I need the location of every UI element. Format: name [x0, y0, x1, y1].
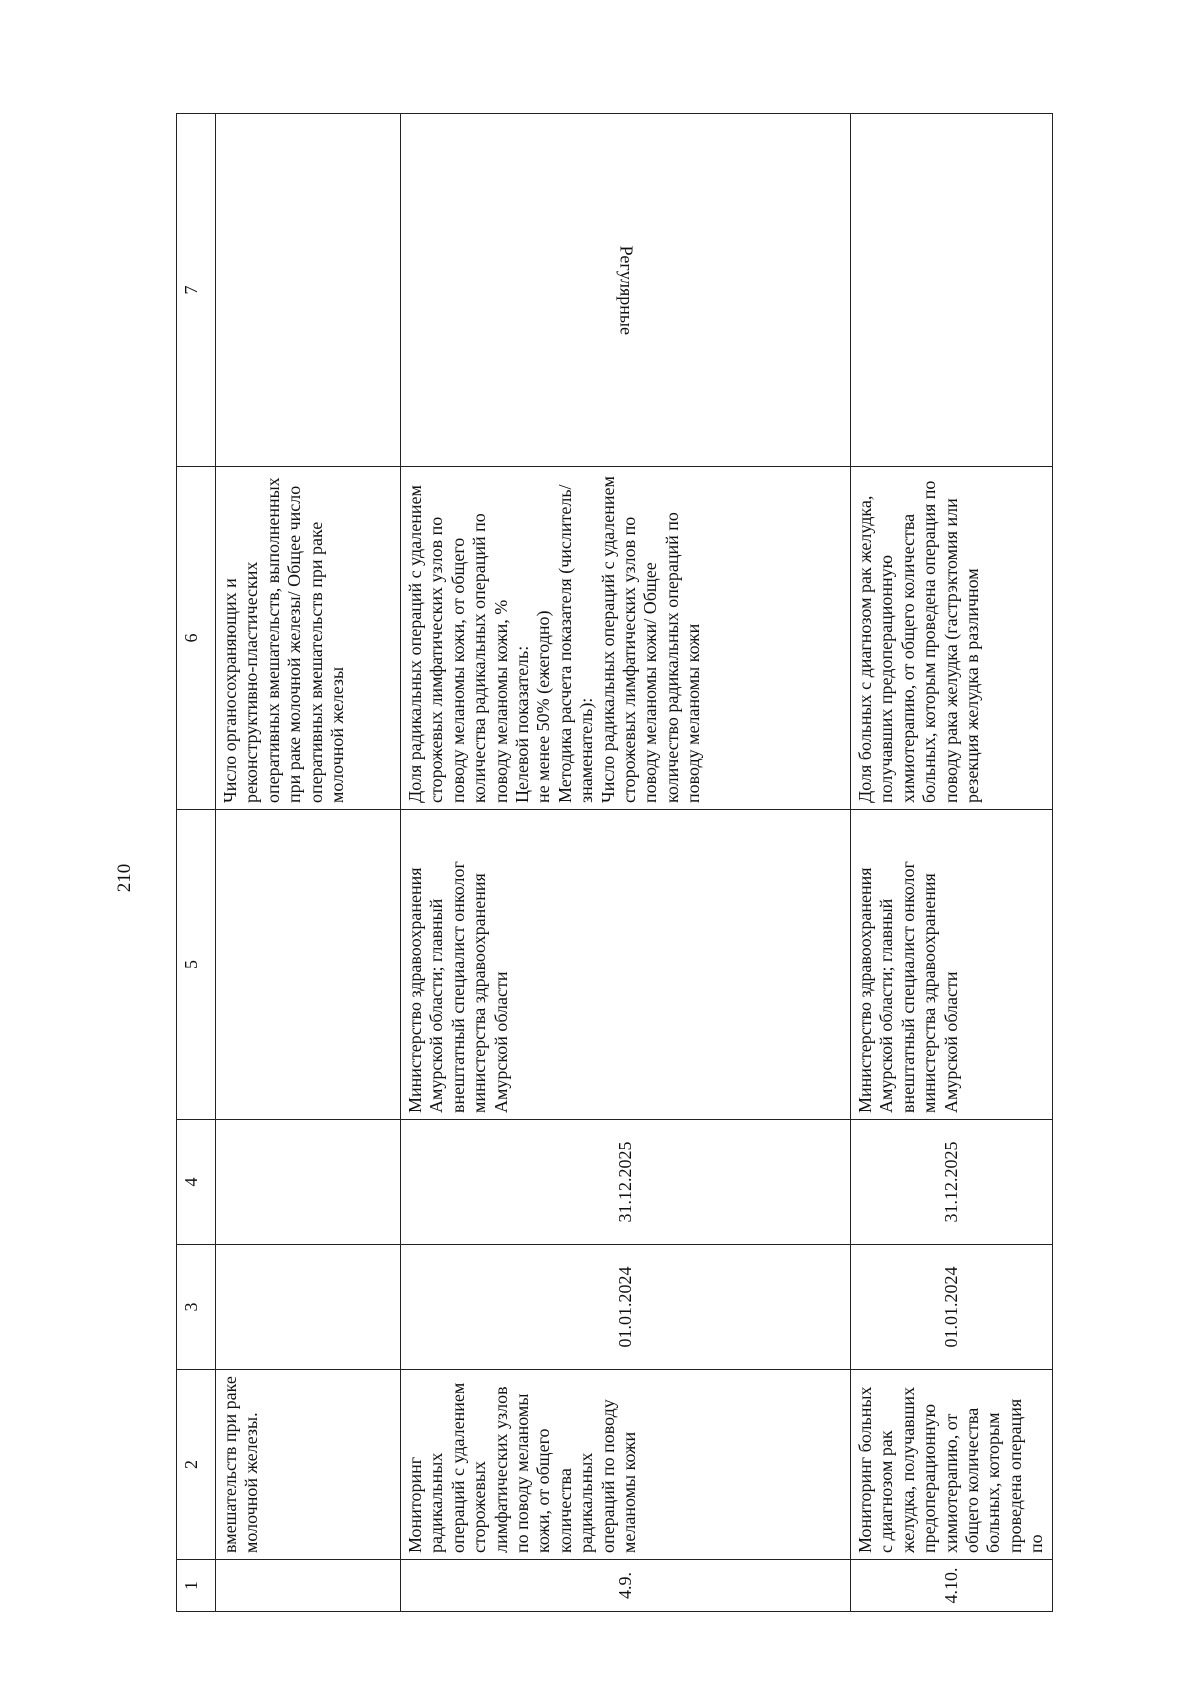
table-row	[851, 114, 1053, 1612]
header-col-2: 2	[177, 1370, 216, 1560]
header-col-7: 7	[177, 114, 216, 467]
regularity-text: Регулярные	[616, 245, 637, 335]
table-wrapper	[176, 114, 1047, 1612]
event-cell: вмешательств при раке молочной железы.	[216, 1370, 401, 1560]
event-cell: Мониторинг больных с диагнозом рак желудка, получавших предоперационную химиотерапию, от общего количества больных, которым проведена операция по	[851, 1370, 1053, 1560]
row-number: 4.10.	[851, 1560, 1053, 1612]
measures-table	[176, 113, 1053, 1612]
event-cell: Мониторинг радикальных операций с удалением сторожевых лимфатических узлов по поводу меланомы кожи, от общего количества радикальных операций по поводу меланомы кожи	[401, 1370, 851, 1560]
regularity-cell	[216, 114, 401, 467]
header-col-6: 6	[177, 467, 216, 810]
header-col-1: 1	[177, 1560, 216, 1612]
header-col-5: 5	[177, 810, 216, 1120]
table-row	[401, 114, 851, 1612]
indicator-cell: Доля радикальных операций с удалением сторожевых лимфатических узлов по поводу меланомы кожи, от общего количества радикальных операций по поводу меланомы кожи, % Целевой показатель: не менее 50% (ежегодно) Методика расчета показателя (числитель/знаменатель): Число радикальных операций с удалением сторожевых лимфатических узлов по поводу меланомы кожи/ Общее количество радикальных операций по поводу меланомы кожи	[401, 467, 851, 810]
indicator-cell: Доля больных с диагнозом рак желудка, получавших предоперационную химиотерапию, от общего количества больных, которым проведена операция по поводу рака желудка (гастрэктомия или резекция желудка в различном	[851, 467, 1053, 810]
header-col-4: 4	[177, 1120, 216, 1245]
table-row	[216, 114, 401, 1612]
end-date-cell	[216, 1120, 401, 1245]
regularity-cell	[851, 114, 1053, 467]
end-date-cell: 31.12.2025	[851, 1120, 1053, 1245]
start-date-cell: 01.01.2024	[401, 1245, 851, 1370]
indicator-cell: Число органосохраняющих и реконструктивно-пластических оперативных вмешательств, выполненных при раке молочной железы/ Общее число оперативных вмешательств при раке молочной железы	[216, 467, 401, 810]
row-number	[216, 1560, 401, 1612]
start-date-cell: 01.01.2024	[851, 1245, 1053, 1370]
page-number: 210	[114, 863, 135, 893]
start-date-cell	[216, 1245, 401, 1370]
responsible-cell	[216, 810, 401, 1120]
regularity-cell	[401, 114, 851, 467]
row-number: 4.9.	[401, 1560, 851, 1612]
responsible-cell: Министерство здравоохранения Амурской области; главный внештатный специалист онколог министерства здравоохранения Амурской области	[401, 810, 851, 1120]
header-col-3: 3	[177, 1245, 216, 1370]
header-row	[177, 114, 216, 1612]
end-date-cell: 31.12.2025	[401, 1120, 851, 1245]
responsible-cell: Министерство здравоохранения Амурской области; главный внештатный специалист онколог министерства здравоохранения Амурской области	[851, 810, 1053, 1120]
